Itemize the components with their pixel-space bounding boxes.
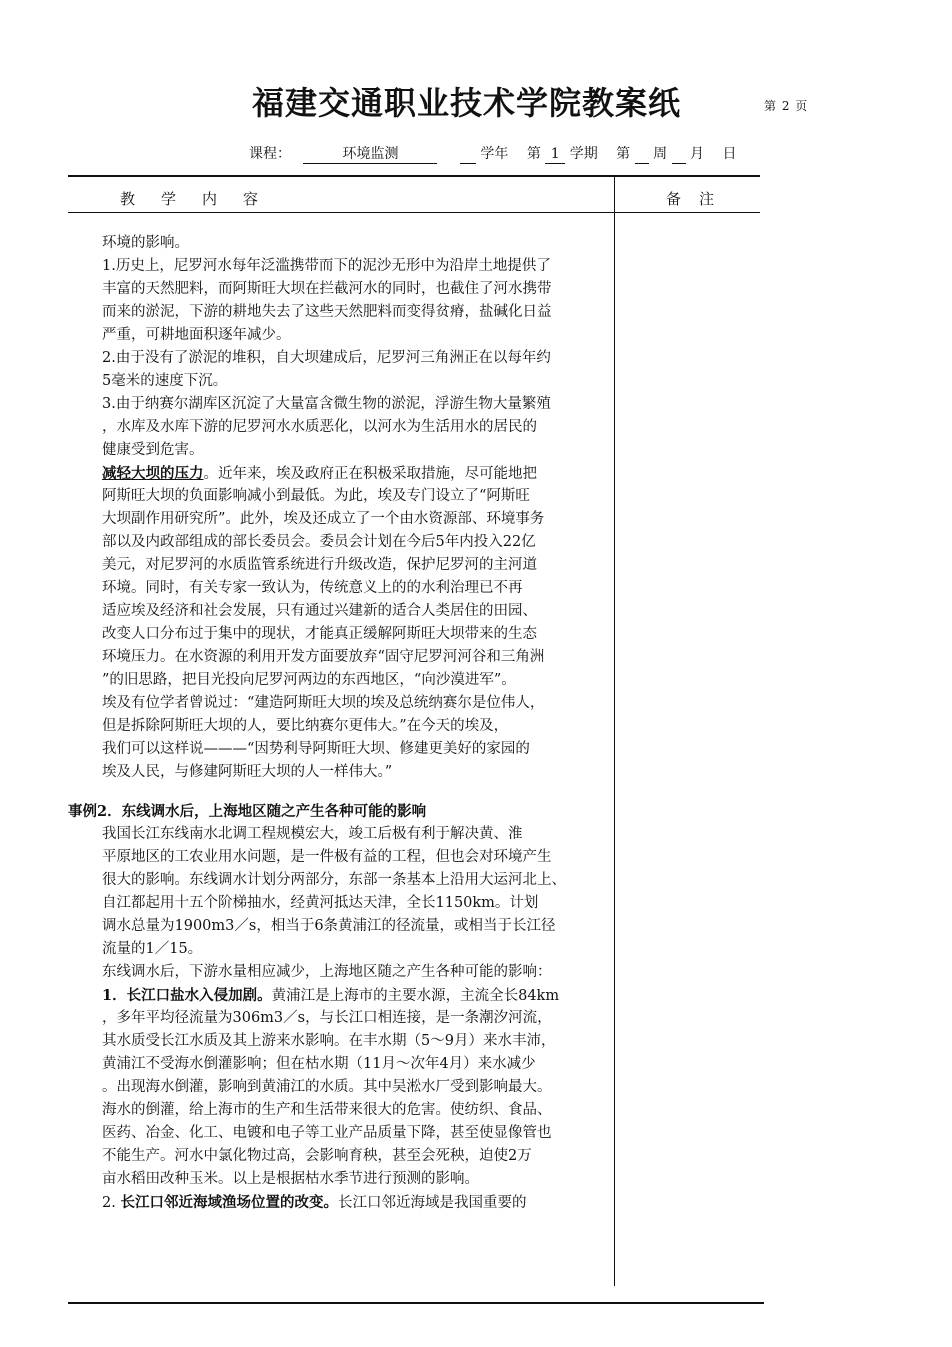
text-line: 埃及人民，与修建阿斯旺大坝的人一样伟大。” xyxy=(102,764,393,780)
week-blank xyxy=(635,145,649,164)
text-line: 埃及有位学者曾说过：“建造阿斯旺大坝的埃及总统纳赛尔是位伟人， xyxy=(102,695,545,711)
text-line: 而来的淤泥，下游的耕地失去了这些天然肥料而变得贫瘠，盐碱化日益 xyxy=(102,304,552,320)
page-number: 第 2 页 xyxy=(764,99,809,113)
text-line: 美元，对尼罗河的水质监管系统进行升级改造，保护尼罗河的主河道 xyxy=(102,557,537,573)
week-prefix: 第 xyxy=(616,146,631,162)
text-line: 东线调水后，下游水量相应减少，上海地区随之产生各种可能的影响： xyxy=(102,964,552,980)
text-line: ”的旧思路，把目光投向尼罗河两边的东西地区，“向沙漠进军”。 xyxy=(102,672,516,688)
text-line: 但是拆除阿斯旺大坝的人，要比纳赛尔更伟大。”在今天的埃及， xyxy=(102,718,509,734)
text-span: 黄浦江是上海市的主要水源，主流全长84km xyxy=(271,988,560,1004)
text-line: 适应埃及经济和社会发展，只有通过兴建新的适合人类居住的田园、 xyxy=(102,603,537,619)
text-line: 环境压力。在水资源的利用开发方面要放弃“固守尼罗河河谷和三角洲 xyxy=(102,649,545,665)
lesson-content xyxy=(68,232,632,1214)
page-title: 福建交通职业技术学院教案纸 xyxy=(252,84,682,122)
text-line: 严重，可耕地面积逐年减少。 xyxy=(102,327,291,343)
item-number: 2. xyxy=(102,1195,116,1211)
text-span: 。近年来，埃及政府正在积极采取措施，尽可能地把 xyxy=(203,466,537,482)
text-line: ，水库及水库下游的尼罗河水水质恶化，以河水为生活用水的居民的 xyxy=(102,419,537,435)
text-line: 亩水稻田改种玉米。以上是根据枯水季节进行预测的影响。 xyxy=(102,1171,479,1187)
text-line: 医药、冶金、化工、电镀和电子等工业产品质量下降，甚至使显像管也 xyxy=(102,1125,552,1141)
text-line: 调水总量为1900m3／s，相当于6条黄浦江的径流量，或相当于长江径 xyxy=(102,918,556,934)
content-column-header: 教学内容 xyxy=(120,190,285,208)
text-line xyxy=(102,984,632,1007)
text-line: ，多年平均径流量为306m3／s，与长江口相连接，是一条潮汐河流， xyxy=(102,1010,552,1026)
semester-prefix: 第 xyxy=(526,146,541,162)
text-line: 很大的影响。东线调水计划分两部分，东部一条基本上沿用大运河北上、 xyxy=(102,872,566,888)
text-line: 阿斯旺大坝的负面影响减小到最低。为此，埃及专门设立了“阿斯旺 xyxy=(102,488,530,504)
table-bottom-rule xyxy=(68,1302,764,1304)
week-suffix: 周 xyxy=(653,146,668,162)
subsection-heading: 长江口邻近海域渔场位置的改变。 xyxy=(120,1194,338,1211)
text-line: 流量的1／15。 xyxy=(102,941,203,957)
subsection-heading: 1．长江口盐水入侵加剧。 xyxy=(102,987,272,1004)
text-line: 改变人口分布过于集中的现状，才能真正缓解阿斯旺大坝带来的生态 xyxy=(102,626,537,642)
text-line: 平原地区的工农业用水问题，是一件极有益的工程，但也会对环境产生 xyxy=(102,849,552,865)
course-name: 环境监测 xyxy=(303,145,437,164)
text-line xyxy=(102,1191,632,1214)
year-suffix: 学年 xyxy=(480,146,509,162)
month-suffix: 月 xyxy=(689,146,704,162)
spacer xyxy=(102,784,632,800)
text-line: 环境。同时，有关专家一致认为，传统意义上的的水利治理已不再 xyxy=(102,580,523,596)
course-line xyxy=(249,145,736,164)
text-line: 丰富的天然肥料，而阿斯旺大坝在拦截河水的同时，也截住了河水携带 xyxy=(102,281,552,297)
text-line: 自江都起用十五个阶梯抽水，经黄河抵达天津，全长1150km。计划 xyxy=(102,895,539,911)
text-line: 海水的倒灌，给上海市的生产和生活带来很大的危害。使纺织、食品、 xyxy=(102,1102,552,1118)
text-line: 我们可以这样说———“因势利导阿斯旺大坝、修建更美好的家园的 xyxy=(102,741,530,757)
section-heading: 减轻大坝的压力 xyxy=(102,465,204,482)
text-line: 部以及内政部组成的部长委员会。委员会计划在今后5年内投入22亿 xyxy=(102,534,536,550)
text-line xyxy=(102,462,632,485)
table-top-rule xyxy=(68,175,760,177)
text-line: 3.由于纳赛尔湖库区沉淀了大量富含微生物的淤泥，浮游生物大量繁殖 xyxy=(102,396,551,412)
text-line: 健康受到危害。 xyxy=(102,442,204,458)
text-line: 我国长江东线南水北调工程规模宏大，竣工后极有利于解决黄、淮 xyxy=(102,826,523,842)
text-line: 。出现海水倒灌，影响到黄浦江的水质。其中吴淞水厂受到影响最大。 xyxy=(102,1079,552,1095)
course-label: 课程： xyxy=(249,146,291,162)
text-line: 黄浦江不受海水倒灌影响；但在枯水期（11月～次年4月）来水减少 xyxy=(102,1056,536,1072)
year-blank xyxy=(460,145,476,164)
month-blank xyxy=(672,145,686,164)
semester-number: 1 xyxy=(545,145,565,164)
case-heading: 事例2．东线调水后，上海地区随之产生各种可能的影响 xyxy=(68,803,427,820)
text-line: 大坝副作用研究所”。此外，埃及还成立了一个由水资源部、环境事务 xyxy=(102,511,545,527)
table-header-rule xyxy=(68,212,760,213)
day-suffix: 日 xyxy=(722,146,737,162)
text-line: 1.历史上，尼罗河水每年泛滥携带而下的泥沙无形中为沿岸土地提供了 xyxy=(102,258,551,274)
text-line: 5毫米的速度下沉。 xyxy=(102,373,228,389)
text-line: 环境的影响。 xyxy=(102,235,189,251)
notes-column-header: 备注 xyxy=(666,190,733,208)
text-line: 不能生产。河水中氯化物过高，会影响育秧，甚至会死秧，迫使2万 xyxy=(102,1148,532,1164)
text-span: 长江口邻近海域是我国重要的 xyxy=(337,1195,527,1211)
text-line: 其水质受长江水质及其上游来水影响。在丰水期（5～9月）来水丰沛， xyxy=(102,1033,556,1049)
text-line: 2.由于没有了淤泥的堆积，自大坝建成后，尼罗河三角洲正在以每年约 xyxy=(102,350,551,366)
semester-suffix: 学期 xyxy=(569,146,598,162)
